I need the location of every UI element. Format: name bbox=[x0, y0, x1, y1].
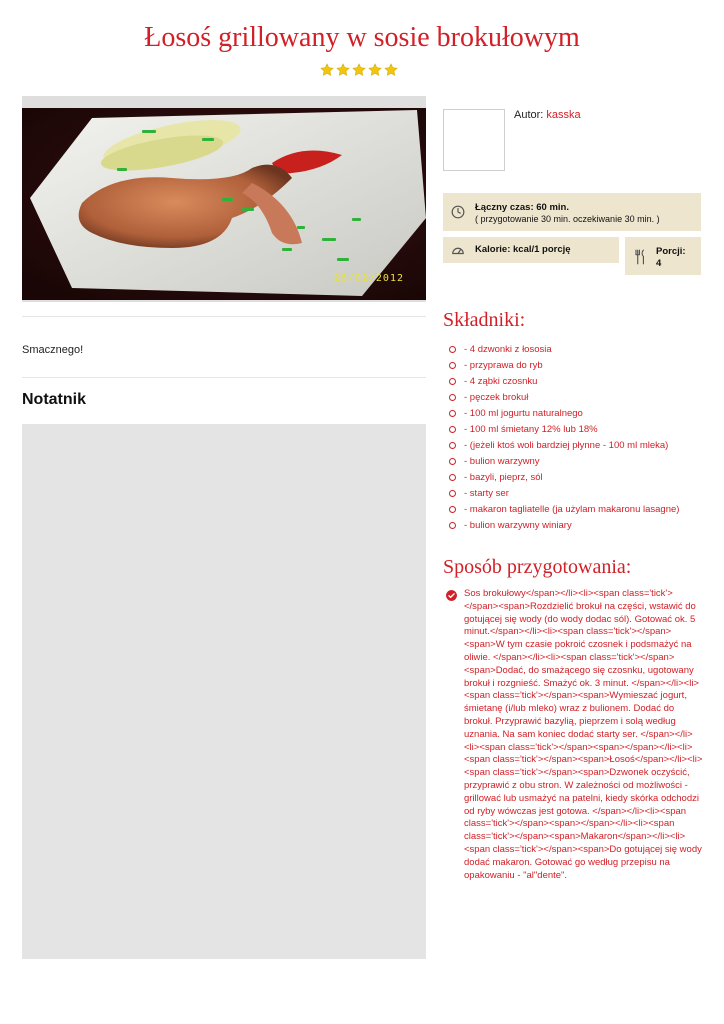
list-item bbox=[449, 375, 704, 391]
ingredient-text: - pęczek brokuł bbox=[464, 392, 529, 403]
list-item bbox=[449, 519, 704, 535]
author-link[interactable]: kasska bbox=[546, 109, 581, 121]
time-panel bbox=[443, 193, 701, 231]
list-item bbox=[449, 343, 704, 359]
clock-icon bbox=[451, 205, 465, 219]
portions-label: Porcji: bbox=[656, 246, 686, 257]
circle-bullet-icon bbox=[449, 506, 456, 513]
method-text: Sos brokułowy</span></li><li><span class='tick'></span><span>Rozdzielić brokuł na części, wstawić do gotującej się wody (do wody dodac sól). Gotować ok. 5 minut.</span></li><li><span class='tick'></span><span>W tym czasie pokroić czosnek i podsmażyć na oliwie. </span></li><li><span class='tick'></span><span>Dodać, do smażącego się czosnku, ugotowany brokuł i rozgnieść. Smażyć ok. 3 minut. </span></li><li><span class='tick'></span><span>Wymieszać jogurt, śmietanę (i/lub mleko) wraz z bulionem. Dodać do brokuł. Przyprawić bazylią, pieprzem i solą według uznania. Na sam koniec dodać starty ser. </span></li><li><span class='tick'></span><span></span></li><li><span class='tick'></span><span>Łosoś</span></li><li><span class='tick'></span><span>Dzwonek oczyścić, przyprawić z obu stron. W zależności od możliwości - grillować lub usmażyć na patelni, kiedy skórka odchodzi od ryby wówczas jest gotowa. </span></li><li><span class='tick'></span><span></span></li><li><span class='tick'></span><span>Makaron</span></li><li><span class='tick'></span><span>Do gotującej się wody dodać makaron. Gotować go według przepisu na opakowaniu - "al"dente". bbox=[464, 588, 705, 881]
list-item bbox=[449, 503, 704, 519]
recipe-title: Łosoś grillowany w sosie brokułowym bbox=[144, 22, 580, 53]
recipe-photo-frame bbox=[22, 96, 426, 302]
circle-bullet-icon bbox=[449, 378, 456, 385]
list-item bbox=[449, 359, 704, 375]
circle-bullet-icon bbox=[449, 442, 456, 449]
circle-bullet-icon bbox=[449, 362, 456, 369]
calories-label: Kalorie: kcal/1 porcję bbox=[475, 244, 571, 255]
circle-bullet-icon bbox=[449, 522, 456, 529]
ingredient-text: - 100 ml jogurtu naturalnego bbox=[464, 408, 583, 419]
divider bbox=[22, 316, 426, 317]
circle-bullet-icon bbox=[449, 490, 456, 497]
circle-bullet-icon bbox=[449, 394, 456, 401]
ingredient-text: - bazyli, pieprz, sól bbox=[464, 472, 543, 483]
circle-bullet-icon bbox=[449, 346, 456, 353]
closing-text: Smacznego! bbox=[22, 344, 84, 356]
ingredients-title: Składniki: bbox=[443, 309, 526, 331]
calories-panel bbox=[443, 237, 619, 263]
list-item bbox=[449, 471, 704, 487]
ingredient-text: - 100 ml śmietany 12% lub 18% bbox=[464, 424, 598, 435]
total-time: Łączny czas: 60 min. bbox=[475, 202, 569, 213]
ingredient-text: - bulion warzywny winiary bbox=[464, 520, 572, 531]
photo-date-stamp: 26/02/2012 bbox=[333, 273, 404, 284]
list-item bbox=[449, 391, 704, 407]
cutlery-icon bbox=[633, 249, 647, 265]
time-detail: ( przygotowanie 30 min. oczekiwanie 30 min. ) bbox=[475, 214, 660, 224]
list-item bbox=[449, 487, 704, 503]
ingredient-text: - 4 ząbki czosnku bbox=[464, 376, 538, 387]
list-item bbox=[449, 423, 704, 439]
rating-stars bbox=[320, 63, 398, 77]
method-title: Sposób przygotowania: bbox=[443, 556, 632, 578]
circle-bullet-icon bbox=[449, 410, 456, 417]
circle-bullet-icon bbox=[449, 458, 456, 465]
circle-bullet-icon bbox=[449, 474, 456, 481]
star-icon bbox=[384, 63, 398, 77]
ingredient-text: - starty ser bbox=[464, 488, 509, 499]
ingredient-text: - bulion warzywny bbox=[464, 456, 540, 467]
ingredient-text: - (jeżeli ktoś woli bardziej płynne - 100 ml mleka) bbox=[464, 440, 669, 451]
scale-icon bbox=[451, 243, 465, 257]
recipe-photo bbox=[22, 108, 426, 300]
portions-value: 4 bbox=[656, 258, 662, 269]
check-icon bbox=[446, 590, 457, 601]
notes-title: Notatnik bbox=[22, 391, 86, 408]
author-label: Autor: bbox=[514, 109, 544, 121]
ingredient-text: - przyprawa do ryb bbox=[464, 360, 543, 371]
list-item bbox=[449, 407, 704, 423]
author-avatar bbox=[443, 109, 505, 171]
star-icon bbox=[336, 63, 350, 77]
portions-panel bbox=[625, 237, 701, 275]
ingredients-list bbox=[449, 343, 704, 535]
circle-bullet-icon bbox=[449, 426, 456, 433]
star-icon bbox=[352, 63, 366, 77]
star-icon bbox=[368, 63, 382, 77]
author-line bbox=[514, 109, 581, 121]
list-item bbox=[449, 439, 704, 455]
divider bbox=[22, 377, 426, 378]
ingredient-text: - 4 dzwonki z łososia bbox=[464, 344, 552, 355]
notes-area[interactable] bbox=[22, 424, 426, 959]
list-item bbox=[449, 455, 704, 471]
ingredient-text: - makaron tagliatelle (ja użylam makaronu lasagne) bbox=[464, 504, 680, 515]
star-icon bbox=[320, 63, 334, 77]
